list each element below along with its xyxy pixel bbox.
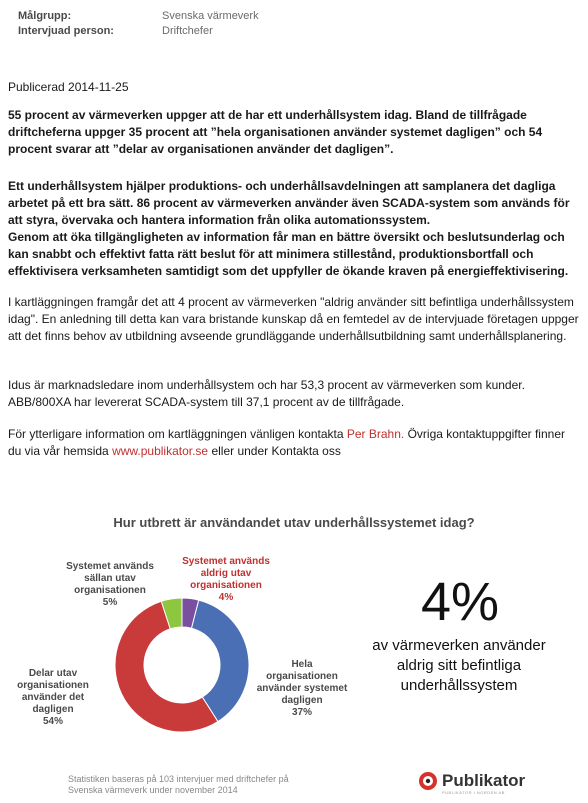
- publikator-logo-icon: [418, 771, 438, 791]
- interviewed-label: Intervjuad person:: [18, 25, 114, 37]
- interviewed-value: Driftchefer: [162, 25, 213, 37]
- target-label: Målgrupp:: [18, 10, 72, 22]
- contact-pre: För ytterligare information om kartläggningen vänligen kontakta: [8, 427, 347, 441]
- label-rare: Systemet används sällan utav organisationen 5%: [66, 561, 154, 608]
- highlight-percentage: 4%: [420, 572, 500, 632]
- website-link[interactable]: www.publikator.se: [112, 444, 209, 458]
- label-whole: Hela organisationen använder systemet dagligen 37%: [256, 659, 348, 718]
- bold-paragraph-2: Genom att öka tillgängligheten av information får man en bättre översikt och beslutsunderlag och kan snabbt och effektivt fatta rätt beslut för att minimera stillestånd, produktionsbortfall och effektivisera verksamheten samtidigt som det uppfyller de ökande kraven på energieffektivisering.: [8, 230, 569, 278]
- logo-name: Publikator: [442, 771, 526, 790]
- chart-title: Hur utbrett är användandet utav underhållssystemet idag?: [113, 515, 475, 530]
- label-part: Delar utav organisationen använder det dagligen 54%: [17, 668, 89, 727]
- lead-paragraph: 55 procent av värmeverken uppger att de har ett underhållsystem idag. Bland de tillfrågade driftcheferna uppger 35 procent att ”hela organisationen använder systemet dagligen” och 54 procent svarar att ”delar av organisationen använder det dagligen”.: [8, 108, 543, 156]
- market-paragraph: Idus är marknadsledare inom underhållsystem och har 53,3 procent av värmeverken som kunder. ABB/800XA har levererat SCADA-system till 37,1 procent av de tillfrågade.: [8, 378, 525, 409]
- publikator-logo: [418, 771, 526, 795]
- contact-mid: Övriga kontaktuppgifter finner du via vår hemsida: [8, 427, 565, 458]
- published-date: Publicerad 2014-11-25: [8, 80, 129, 94]
- contact-person-link[interactable]: Per Brahn.: [346, 427, 405, 441]
- kartlaggning-paragraph: I kartläggningen framgår det att 4 procent av värmeverken "aldrig använder sitt befintliga underhållssystem idag". En anledning till detta kan vara bristande kunskap då en femtedel av de intervjuade företagen uppger att det finns behov av utbildning avseende grundläggande underhållsutbildning samt underhållsplanering.: [8, 295, 579, 343]
- highlight-text: av värmeverken använder aldrig sitt befintliga underhållssystem: [372, 637, 546, 694]
- bold-paragraph-1: Ett underhållsystem hjälper produktions- och underhållsavdelningen att samplanera det dagliga arbetet på ett bra sätt. 86 procent av värmeverken använder även SCADA-system som används för att styra, övervaka och hantera information från olika automationssystem.: [8, 179, 570, 227]
- target-value: Svenska värmeverk: [162, 10, 259, 22]
- logo-tagline: PUBLIKATOR I NORDEN AB: [442, 790, 505, 795]
- label-never: Systemet används aldrig utav organisationen 4%: [182, 556, 270, 603]
- contact-post: eller under Kontakta oss: [208, 444, 341, 458]
- footnote: Statistiken baseras på 103 intervjuer med driftchefer på Svenska värmeverk under november 2014: [68, 774, 289, 795]
